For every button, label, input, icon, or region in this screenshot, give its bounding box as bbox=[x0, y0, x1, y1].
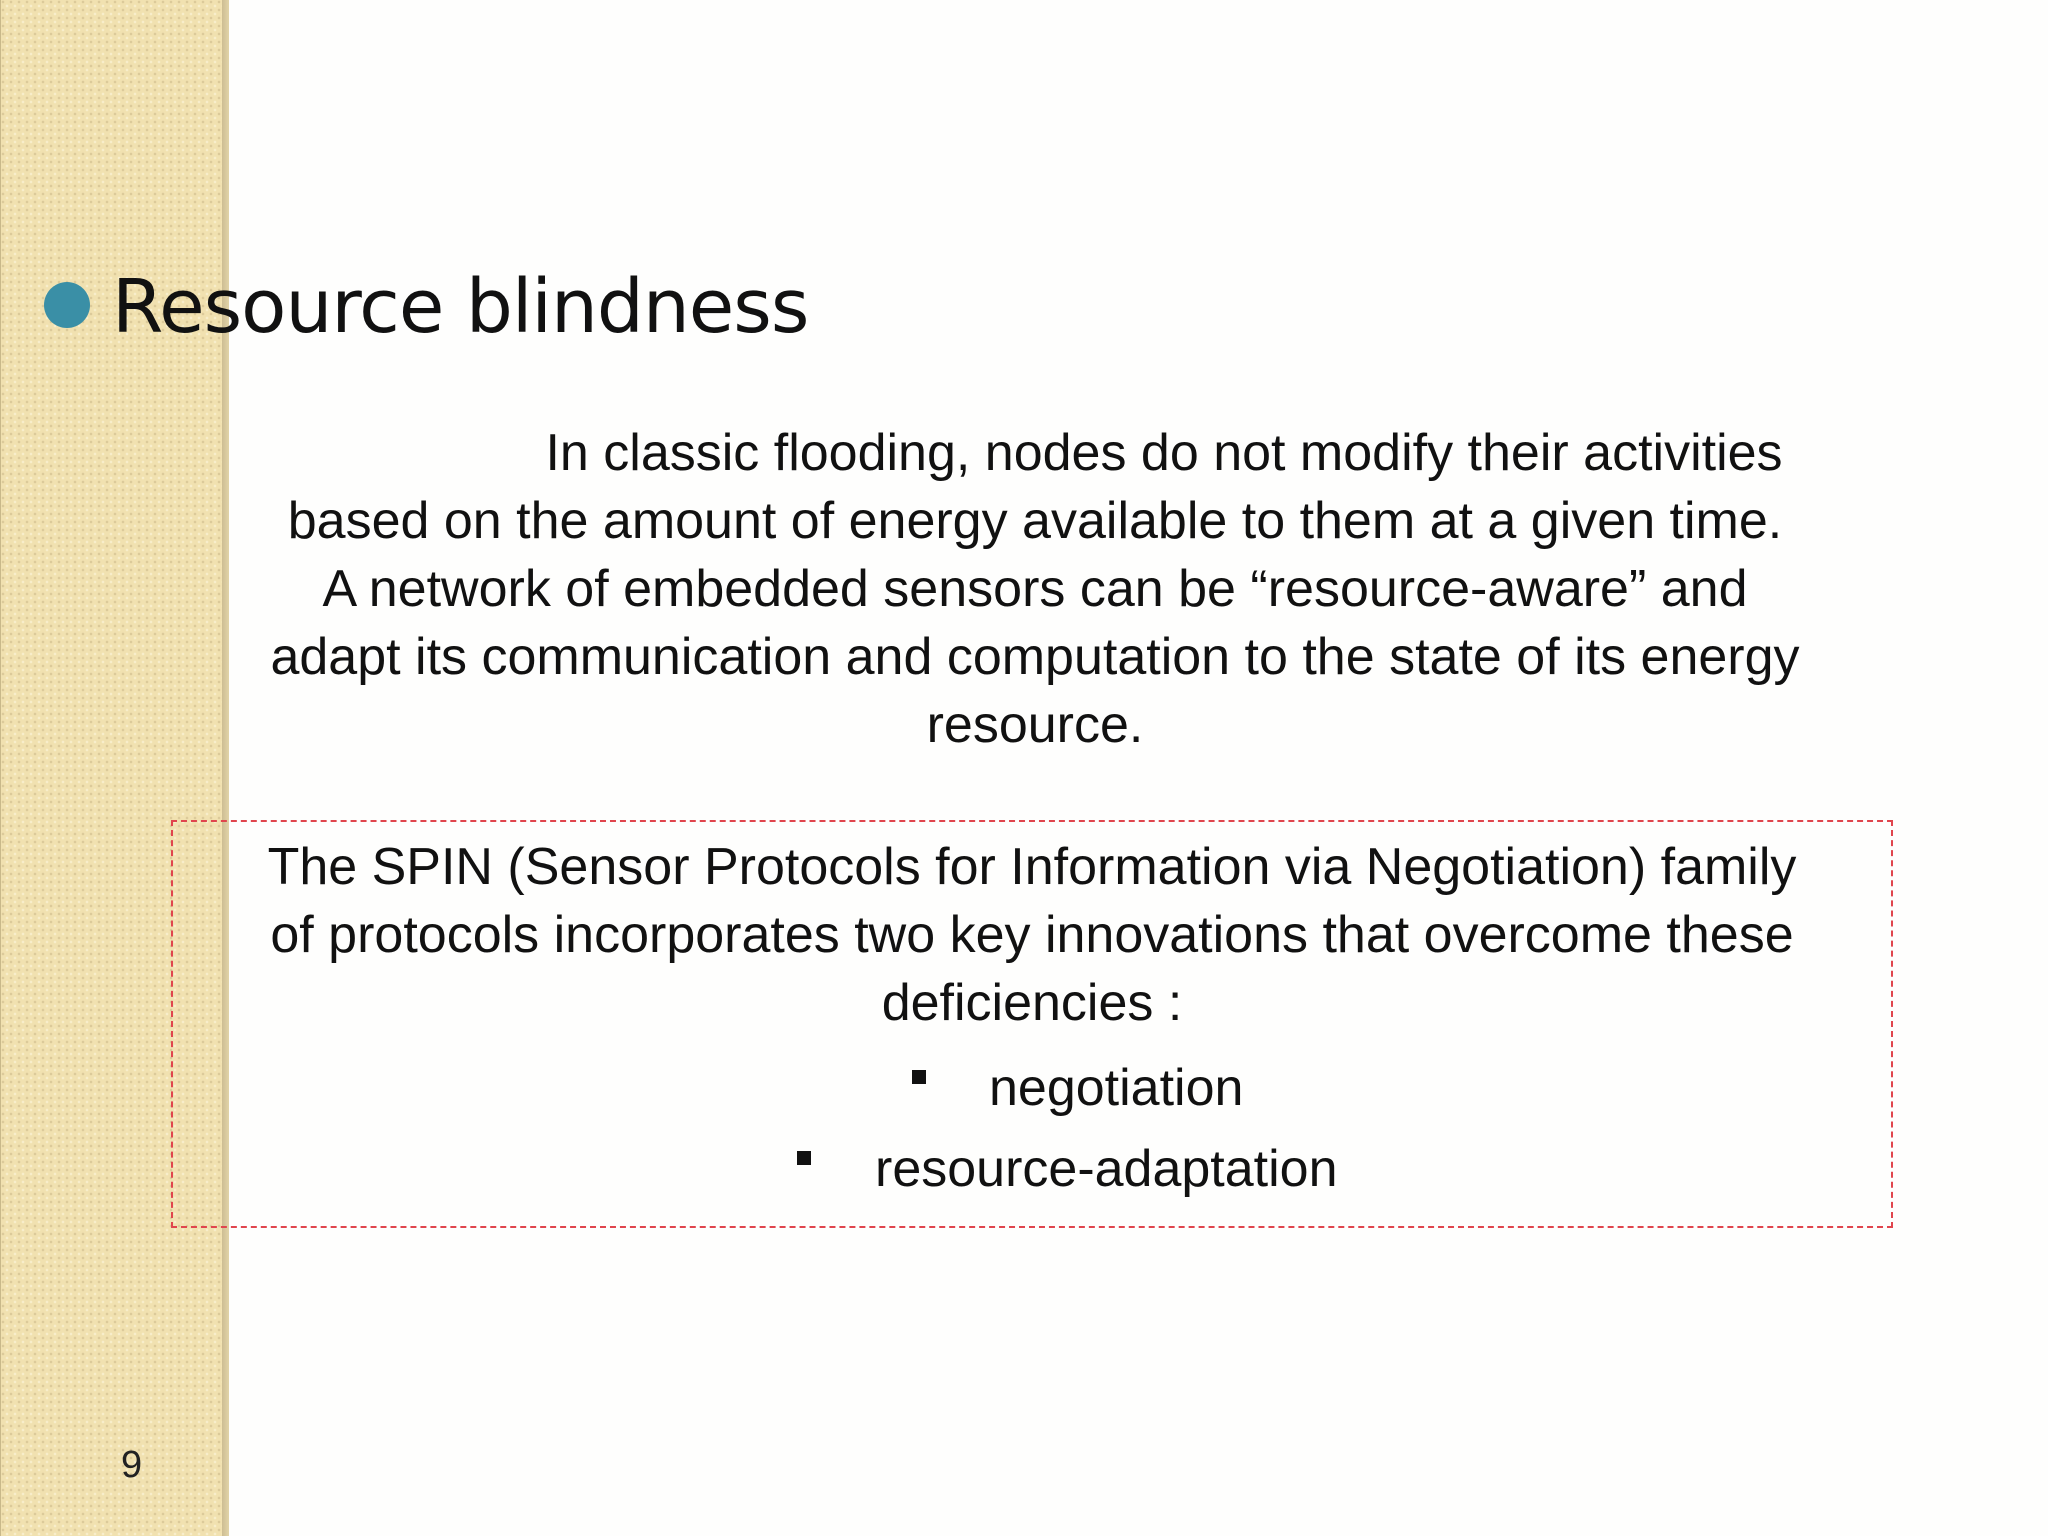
body-paragraph bbox=[190, 419, 1880, 759]
title-bullet-icon bbox=[44, 282, 90, 328]
page-number: 9 bbox=[121, 1444, 143, 1486]
square-bullet-icon bbox=[912, 1070, 926, 1084]
list-item-resource-adaptation bbox=[797, 1137, 1338, 1201]
square-bullet-icon bbox=[797, 1151, 811, 1165]
list-item-label: negotiation bbox=[989, 1059, 1244, 1117]
paragraph-line: adapt its communication and computation to the state of its energy bbox=[270, 628, 1800, 686]
slide-title: Resource blindness bbox=[112, 264, 809, 350]
spin-line: The SPIN (Sensor Protocols for Information via Negotiation) family bbox=[267, 838, 1797, 896]
spin-description bbox=[171, 833, 1893, 1037]
list-item-label: resource-adaptation bbox=[875, 1140, 1338, 1198]
sidebar-decoration bbox=[0, 0, 223, 1536]
spin-line: of protocols incorporates two key innovations that overcome these bbox=[270, 906, 1794, 964]
paragraph-line: based on the amount of energy available to them at a given time. bbox=[287, 492, 1783, 550]
sidebar-edge bbox=[222, 0, 229, 1536]
paragraph-line: A network of embedded sensors can be “resource-aware” and bbox=[322, 560, 1748, 618]
paragraph-line: In classic flooding, nodes do not modify their activities bbox=[545, 424, 1783, 482]
spin-line: deficiencies : bbox=[881, 974, 1183, 1032]
list-item-negotiation bbox=[912, 1056, 1243, 1120]
paragraph-line: resource. bbox=[926, 696, 1144, 754]
